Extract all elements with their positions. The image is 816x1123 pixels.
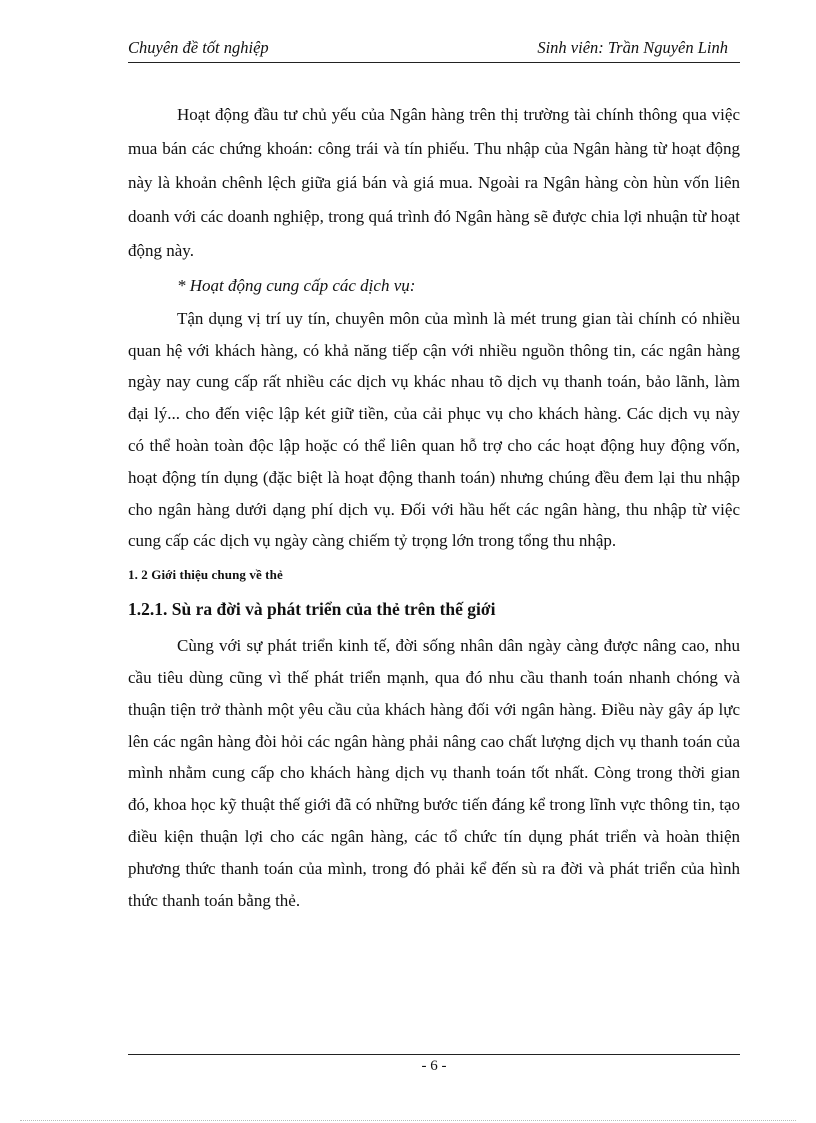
page-body (128, 98, 740, 916)
header-author: Sinh viên: Trần Nguyên Linh (537, 38, 728, 57)
page-number: - 6 - (421, 1058, 447, 1074)
section-heading-card-history: 1.2.1. Sù ra đời và phát triển của thẻ trên thế giới (128, 599, 496, 620)
paragraph-card-history: Cùng với sự phát triển kinh tế, đời sống nhân dân ngày càng được nâng cao, nhu cầu tiêu dùng cũng vì thế phát triển mạnh, qua đó nhu cầu thanh toán nhanh chóng và thuận tiện trở thành một yêu cầu của khách hàng đối với ngân hàng. Điều này gây áp lực lên các ngân hàng đòi hỏi các ngân hàng phải nâng cao chất lượng dịch vụ thanh toán của mình nhằm cung cấp cho khách hàng dịch vụ thanh toán tốt nhất. Còng trong thời gian đó, khoa học kỹ thuật thế giới đã có những bước tiến đáng kể trong lĩnh vực thông tin, tạo điều kiện thuận lợi cho các ngân hàng, các tổ chức tín dụng phát triển và hoàn thiện phương thức thanh toán của mình, trong đó phải kể đến sù ra đời và phát triển của hình thức thanh toán bằng thẻ. (128, 636, 740, 910)
paragraph-services: Tận dụng vị trí uy tín, chuyên môn của mình là mét trung gian tài chính có nhiều quan hệ với khách hàng, có khả năng tiếp cận với nhiều nguồn thông tin, các ngân hàng ngày nay cung cấp rất nhiều các dịch vụ khác nhau tõ dịch vụ thanh toán, bảo lãnh, làm đại lý... cho đến việc lập két giữ tiền, của cải phục vụ cho khách hàng. Các dịch vụ này có thể hoàn toàn độc lập hoặc có thể liên quan hỗ trợ cho các hoạt động huy động vốn, hoạt động tín dụng (đặc biệt là hoạt động thanh toán) nhưng chúng đều đem lại thu nhập cho ngân hàng dưới dạng phí dịch vụ. Đối với hầu hết các ngân hàng, thu nhập từ việc cung cấp các dịch vụ ngày càng chiếm tỷ trọng lớn trong tổng thu nhập. (128, 308, 740, 551)
header-title: Chuyên đề tốt nghiệp (128, 38, 269, 57)
page-header (128, 38, 740, 63)
subheading-services: * Hoạt động cung cấp các dịch vụ: (177, 276, 416, 295)
footer-divider (128, 1054, 740, 1055)
page-bottom-dotted-border (20, 1120, 796, 1121)
paragraph-investment: Hoạt động đầu tư chủ yếu của Ngân hàng trên thị trường tài chính thông qua việc mua bán các chứng khoán: công trái và tín phiếu. Thu nhập của Ngân hàng từ hoạt động này là khoản chênh lệch giữa giá bán và giá mua. Ngoài ra Ngân hàng còn hùn vốn liên doanh với các doanh nghiệp, trong quá trình đó Ngân hàng sẽ được chia lợi nhuận từ hoạt động này. (128, 105, 740, 260)
section-title-card-intro: 1. 2 Giới thiệu chung về thẻ (128, 567, 283, 583)
